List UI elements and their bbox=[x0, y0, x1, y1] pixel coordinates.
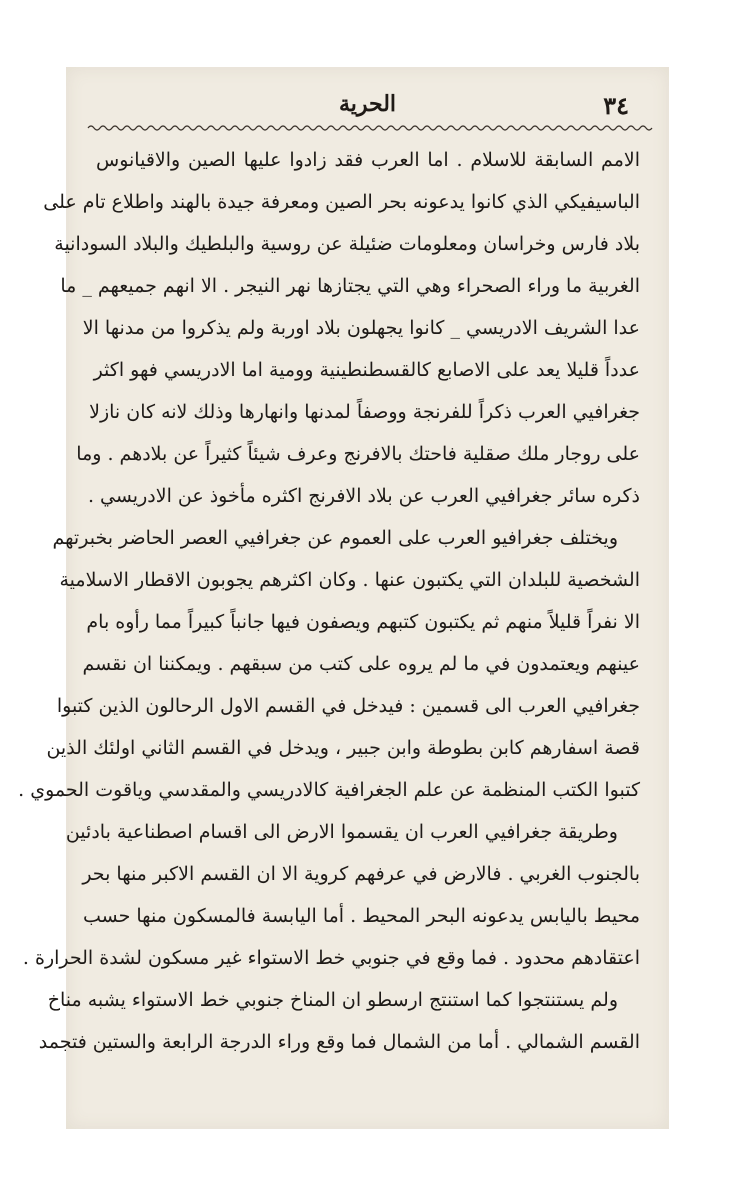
text-line: الغربية ما وراء الصحراء وهي التي يجتازها نهر النيجر . الا انهم جميعهم _ ما bbox=[60, 275, 640, 297]
text-line: ويختلف جغرافيو العرب على العموم عن جغرافيي العصر الحاضر بخبرتهم bbox=[52, 527, 618, 549]
text-line: الامم السابقة للاسلام . اما العرب فقد زادوا عليها الصين والاقيانوس bbox=[96, 149, 640, 171]
page-number: ٣٤ bbox=[603, 91, 629, 120]
text-line: بلاد فارس وخراسان ومعلومات ضئيلة عن روسية والبلطيك والبلاد السودانية bbox=[54, 233, 640, 255]
text-line: كتبوا الكتب المنظمة عن علم الجغرافية كالادريسي والمقدسي وياقوت الحموي . bbox=[18, 779, 640, 801]
body-text bbox=[18, 139, 640, 1063]
text-line: اعتقادهم محدود . فما وقع في جنوبي خط الاستواء غير مسكون لشدة الحرارة . bbox=[22, 947, 640, 969]
text-line: محيط باليابس يدعونه البحر المحيط . أما اليابسة فالمسكون منها حسب bbox=[83, 905, 640, 927]
running-title: الحرية bbox=[338, 91, 397, 117]
text-line: على روجار ملك صقلية فاحتك بالافرنج وعرف شيئاً كثيراً عن بلادهم . وما bbox=[76, 443, 640, 465]
text-line: عدا الشريف الادريسي _ كانوا يجهلون بلاد اوربة ولم يذكروا من مدنها الا bbox=[82, 317, 640, 339]
text-line: وطريقة جغرافيي العرب ان يقسموا الارض الى اقسام اصطناعية بادئين bbox=[65, 821, 618, 843]
text-line: القسم الشمالي . أما من الشمال فما وقع وراء الدرجة الرابعة والستين فتجمد bbox=[38, 1031, 640, 1053]
book-page bbox=[18, 67, 669, 1129]
text-line: عينهم ويعتمدون في ما لم يروه على كتب من سبقهم . ويمكننا ان نقسم bbox=[82, 653, 640, 675]
text-line: قصة اسفارهم كابن بطوطة وابن جبير ، ويدخل في القسم الثاني اولئك الذين bbox=[46, 737, 640, 759]
text-line: الشخصية للبلدان التي يكتبون عنها . وكان اكثرهم يجوبون الاقطار الاسلامية bbox=[59, 569, 640, 591]
text-line: الا نفراً قليلاً منهم ثم يكتبون كتبهم ويصفون فيها جانباً كبيراً مما رأوه بام bbox=[86, 611, 640, 633]
page-header bbox=[66, 89, 669, 123]
text-line: جغرافيي العرب الى قسمين : فيدخل في القسم الاول الرحالون الذين كتبوا bbox=[56, 695, 640, 717]
text-line: ذكره سائر جغرافيي العرب عن بلاد الافرنج اكثره مأخوذ عن الادريسي . bbox=[87, 485, 640, 507]
text-line: الباسيفيكي الذي كانوا يدعونه بحر الصين ومعرفة جيدة بالهند واطلاع تام على bbox=[43, 191, 640, 213]
text-line: عدداً قليلا يعد على الاصابع كالقسطنطينية وومية اما الادريسي فهو اكثر bbox=[93, 359, 640, 381]
text-line: ولم يستنتجوا كما استنتج ارسطو ان المناخ جنوبي خط الاستواء يشبه مناخ bbox=[47, 989, 618, 1011]
wavy-header-rule bbox=[88, 123, 648, 133]
text-line: جغرافيي العرب ذكراً للفرنجة ووصفاً لمدنها وانهارها وذلك لانه كان نازلا bbox=[89, 401, 640, 423]
text-line: بالجنوب الغربي . فالارض في عرفهم كروية الا ان القسم الاكبر منها بحر bbox=[82, 863, 640, 885]
